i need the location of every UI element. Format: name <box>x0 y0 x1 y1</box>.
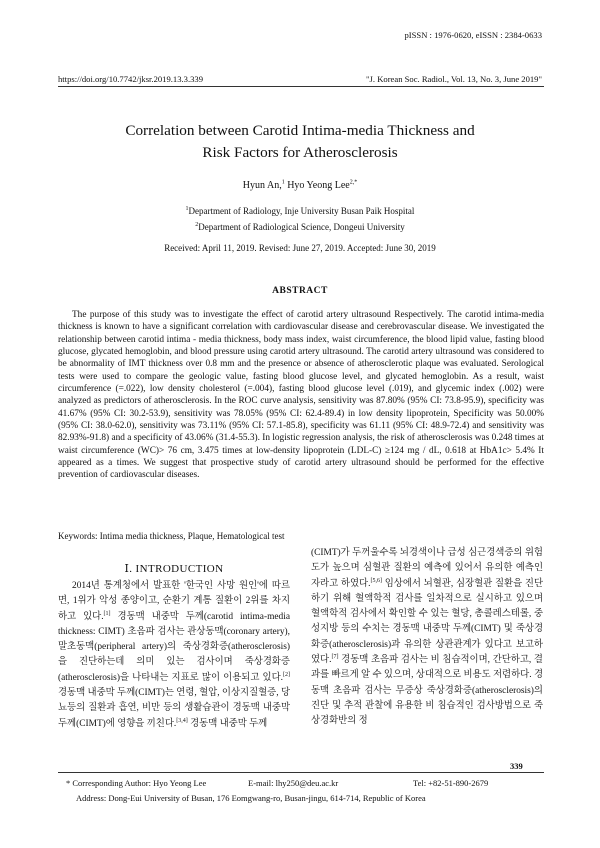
author-list <box>0 180 600 191</box>
author-1-affiliation: 1 <box>281 179 285 186</box>
affiliation-1-marker: 1 <box>185 206 189 212</box>
affiliation-2-marker: 2 <box>195 222 199 228</box>
citation-ref[interactable]: [3,4] <box>176 717 188 724</box>
author-phone: Tel: +82-51-890-2679 <box>413 778 489 788</box>
received-dates: Received: April 11, 2019. Revised: June 27, 2019. Accepted: June 30, 2019 <box>164 243 436 253</box>
author-2-affiliation: 2,* <box>349 179 358 186</box>
doi-link[interactable]: https://doi.org/10.7742/jksr.2019.13.3.339 <box>58 74 203 84</box>
header-rule <box>58 86 544 87</box>
title-line-2: Risk Factors for Atherosclerosis <box>202 144 398 161</box>
right-column <box>311 546 543 730</box>
abstract-body <box>58 309 544 482</box>
left-text-4: 경동맥 내중막 두께 <box>187 718 268 729</box>
keywords: Keywords: Intima media thickness, Plaque, Hematological test <box>58 531 285 541</box>
author-1: Hyun An, <box>242 180 282 191</box>
left-text-1: 2014년 통계청에서 발표한 '한국인 사망 원인'에 따르면, 1위가 악성 종양이고, 순환기 계통 질환이 2위를 차지하고 있다. <box>58 581 290 622</box>
right-text-2: 임상에서 뇌혈관, 심장혈관 질환을 진단하기 위해 혈액학적 검사를 일차적으로 실시하고 있으며 혈액학적 검사에서 확인할 수 있는 혈당, 총콜레스테롤, 중성지방 등의 수치는 경동맥 내중막 두께(CIMT) 및 죽상경화증(atherosclerosis)과 유의한 상관관계가 있다고 보고하였다. <box>311 578 544 666</box>
journal-citation: "J. Korean Soc. Radiol., Vol. 13, No. 3, June 2019" <box>366 74 542 84</box>
paper-title <box>0 120 600 164</box>
citation-ref[interactable]: [2] <box>283 671 290 678</box>
affiliation-2 <box>0 221 600 233</box>
author-address: Address: Dong-Eui University of Busan, 176 Eomgwang-ro, Busan-jingu, 614-714, Republic of Korea <box>76 793 426 803</box>
page-number: 339 <box>510 761 523 771</box>
section-title-introduction: Ⅰ. INTRODUCTION <box>124 563 224 575</box>
right-text-1: (CIMT)가 두꺼울수록 뇌경색이나 급성 심근경색증의 위험도가 높으며 심혈관 질환의 예측에 있어서 유의한 예측인자라고 하였다. <box>311 548 543 589</box>
affiliation-2-text: Department of Radiological Science, Dongeui University <box>198 222 405 232</box>
affiliation-1 <box>0 205 600 217</box>
title-line-1: Correlation between Carotid Intima-media Thickness and <box>125 122 475 139</box>
affiliation-1-text: Department of Radiology, Inje University Busan Paik Hospital <box>188 206 415 216</box>
citation-ref[interactable]: [7] <box>331 653 339 660</box>
left-column-paragraph <box>58 579 290 732</box>
left-text-2: 경동맥 내중막 두께(carotid intima-media thickness: CIMT) 초음파 검사는 관상동맥(coronary artery), 말초동맥(peripheral artery)의 죽상경화증(atherosclerosis)을 진단하는데 의미 있는 검사이며 죽상경화증(atherosclerosis)을 나타내는 지표로 많이 이용되고 있다. <box>58 611 290 683</box>
right-column-paragraph <box>311 546 543 730</box>
left-column <box>58 579 290 732</box>
left-text-3: 경동맥 내중막 두께(CIMT)는 연령, 혈압, 이상지질혈증, 당뇨등의 질환과 흡연, 비만 등의 생활습관이 경동맥 내중막 두께(CIMT)에 영향을 끼친다. <box>58 688 290 729</box>
right-text-3: 경동맥 초음파 검사는 비 침습적이며, 간단하고, 결과를 빠르게 알 수 있으며, 상대적으로 비용도 저렴하다. 경동맥 초음파 검사는 무증상 죽상경화증(atherosclerosis)의 진단 및 추적 관찰에 유용한 비 침습적인 검사방법으로 죽상경화반의 정 <box>311 655 543 727</box>
abstract-heading: ABSTRACT <box>272 286 328 296</box>
citation-ref[interactable]: [5,6] <box>370 577 382 584</box>
citation-ref[interactable]: [1] <box>103 610 111 617</box>
author-email[interactable]: E-mail: lhy250@deu.ac.kr <box>248 778 339 788</box>
abstract-text: The purpose of this study was to investigate the effect of carotid artery ultrasound Respectively. The carotid intima-media thickness is known to have a significant correlation with cardiovascular disease and cerebrovascular disease. We investigated the relationship between carotid intima - media thickness, body mass index, waist circumference, the blood lipid value, fasting blood glucose, glycated hemoglobin, and blood pressure using carotid artery ultrasound. The carotid artery ultrasound was considered to be abnormality of IMT thickness over 0.8 mm and the presence or absence of atherosclerotic plaque was evaluated. Serological tests were used to compare the geologic value, fasting blood glucose level, and glycated hemoglobin. As a result, waist circumference (=.022), low density cholesterol (=.004), fasting blood glucose level (.019), and glycemic index (.002) were analyzed as predictors of atherosclerosis. In the ROC curve analysis, sensitivity was 87.80% (95% CI: 73.8-95.9), specificity was 41.67% (95% CI: 30.2-53.9), sensitivity was 78.05% (95% CI: 62.4-89.4) in low density lipoprotein, Specificity was 50.00% (95% CI: 38.0-62.0), sensitivity was 73.11% (95% CI: 57.1-85.8), specificity was 61.11 (95% CI: 48.9-72.4) and sensitivity was 82.93%-91.8) and a specificity of 43.06% (31.4-55.3). In logistic regression analysis, the risk of atherosclerosis was 0.248 times at waist circumference (WC)> 76 cm, 3.475 times at low-density lipoprotein (LDL-C) ≥124 mg / dL, 0.618 at HbA1c> 5.4% It appeared as a times. We suggest that prospective study of carotid artery ultrasound should be performed for the effective prevention of cardiovascular diseases. <box>58 310 544 481</box>
issn-line: pISSN : 1976-0620, eISSN : 2384-0633 <box>404 30 542 40</box>
corresponding-author: * Corresponding Author: Hyo Yeong Lee <box>66 778 207 788</box>
footnote-rule <box>58 772 544 773</box>
author-2: Hyo Yeong Lee <box>284 180 350 191</box>
